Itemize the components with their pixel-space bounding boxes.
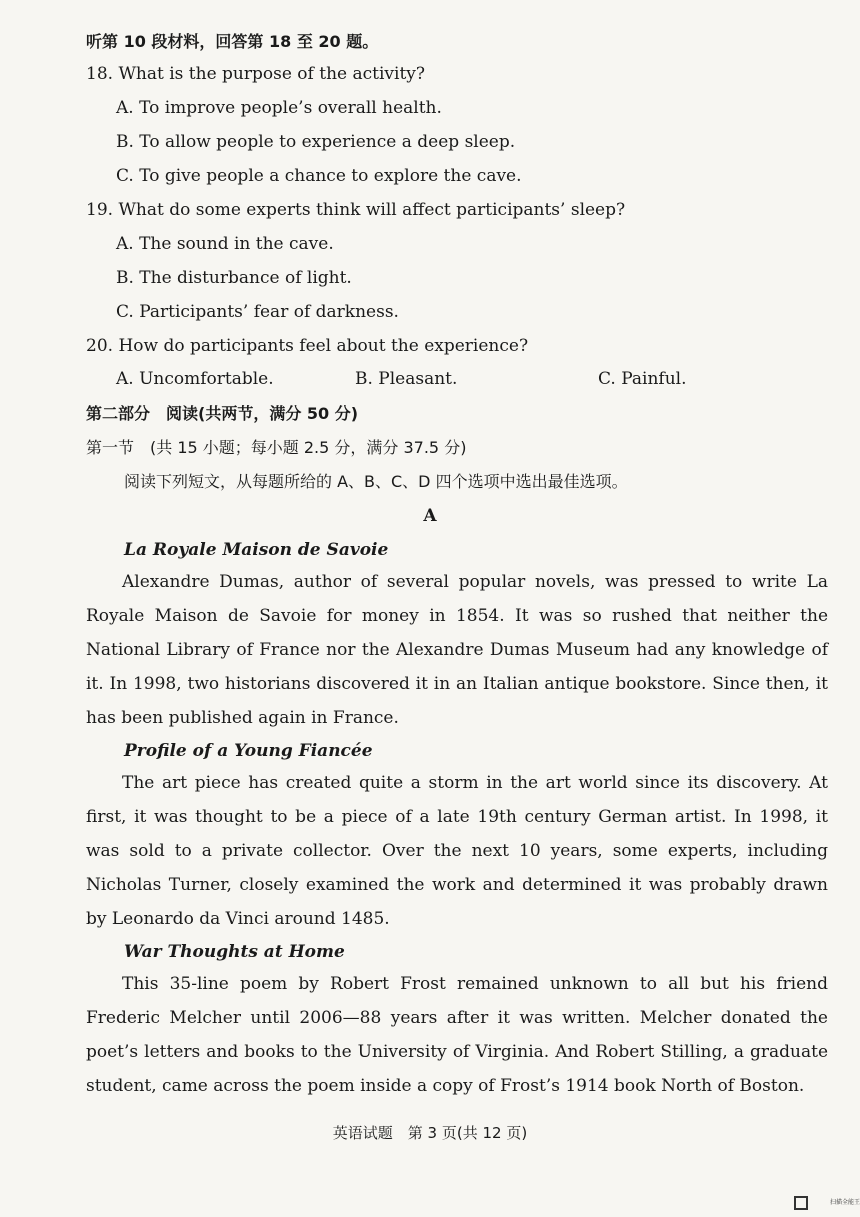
item-title-fiancee: Profile of a Young Fiancée bbox=[124, 741, 373, 761]
reading-instruction: 阅读下列短文，从每题所给的 A、B、C、D 四个选项中选出最佳选项。 bbox=[124, 472, 628, 491]
qr-code-icon bbox=[794, 1196, 808, 1210]
listening-section-intro: 听第 10 段材料，回答第 18 至 20 题。 bbox=[86, 32, 379, 51]
question-18-option-a: A. To improve people’s overall health. bbox=[116, 98, 442, 118]
item-text-war-thoughts-body: This 35-line poem by Robert Frost remained unknown to all but his friend Frederic Melcher until 2006—88 years after it was written. Melcher donated the poet’s letters and books to the University of Virginia. And Robert Stilling, a graduate student, came across the poem inside a copy of Frost’s 1914 book North of Boston. bbox=[86, 974, 828, 1096]
item-text-fiancee-body: The art piece has created quite a storm in the art world since its discovery. At first, it was thought to be a piece of a late 19th century German artist. In 1998, it was sold to a private collector. Over the next 10 years, some experts, including Nicholas Turner, closely examined the work and determined it was probably drawn by Leonardo da Vinci around 1485. bbox=[86, 773, 828, 929]
item-title-savoie: La Royale Maison de Savoie bbox=[124, 540, 389, 560]
question-19-option-b: B. The disturbance of light. bbox=[116, 268, 352, 288]
passage-label: A bbox=[423, 506, 437, 526]
part-two-title: 第二部分 阅读(共两节，满分 50 分) bbox=[86, 404, 359, 423]
question-20: 20. How do participants feel about the experience? bbox=[86, 336, 529, 356]
question-18-option-c: C. To give people a chance to explore the cave. bbox=[116, 166, 522, 186]
question-19-option-a: A. The sound in the cave. bbox=[116, 234, 334, 254]
question-20-option-a: A. Uncomfortable. bbox=[116, 369, 274, 389]
page-footer: 英语试题 第 3 页(共 12 页) bbox=[332, 1124, 528, 1142]
question-19-option-c: C. Participants’ fear of darkness. bbox=[116, 302, 399, 322]
question-20-option-b: B. Pleasant. bbox=[355, 369, 458, 389]
scanner-watermark: 扫描全能王 bbox=[830, 1199, 860, 1206]
question-20-option-c: C. Painful. bbox=[598, 369, 687, 389]
question-19: 19. What do some experts think will affect participants’ sleep? bbox=[86, 200, 626, 220]
section-one-title: 第一节 (共 15 小题；每小题 2.5 分，满分 37.5 分) bbox=[86, 438, 467, 457]
item-text-fiancee bbox=[86, 766, 828, 936]
question-18-option-b: B. To allow people to experience a deep sleep. bbox=[116, 132, 516, 152]
item-text-war-thoughts bbox=[86, 967, 828, 1103]
question-18: 18. What is the purpose of the activity? bbox=[86, 64, 425, 84]
item-text-savoie bbox=[86, 565, 828, 735]
item-text-savoie-body: Alexandre Dumas, author of several popular novels, was pressed to write La Royale Maison de Savoie for money in 1854. It was so rushed that neither the National Library of France nor the Alexandre Dumas Museum had any knowledge of it. In 1998, two historians discovered it in an Italian antique bookstore. Since then, it has been published again in France. bbox=[86, 572, 828, 728]
item-title-war-thoughts: War Thoughts at Home bbox=[124, 942, 345, 962]
